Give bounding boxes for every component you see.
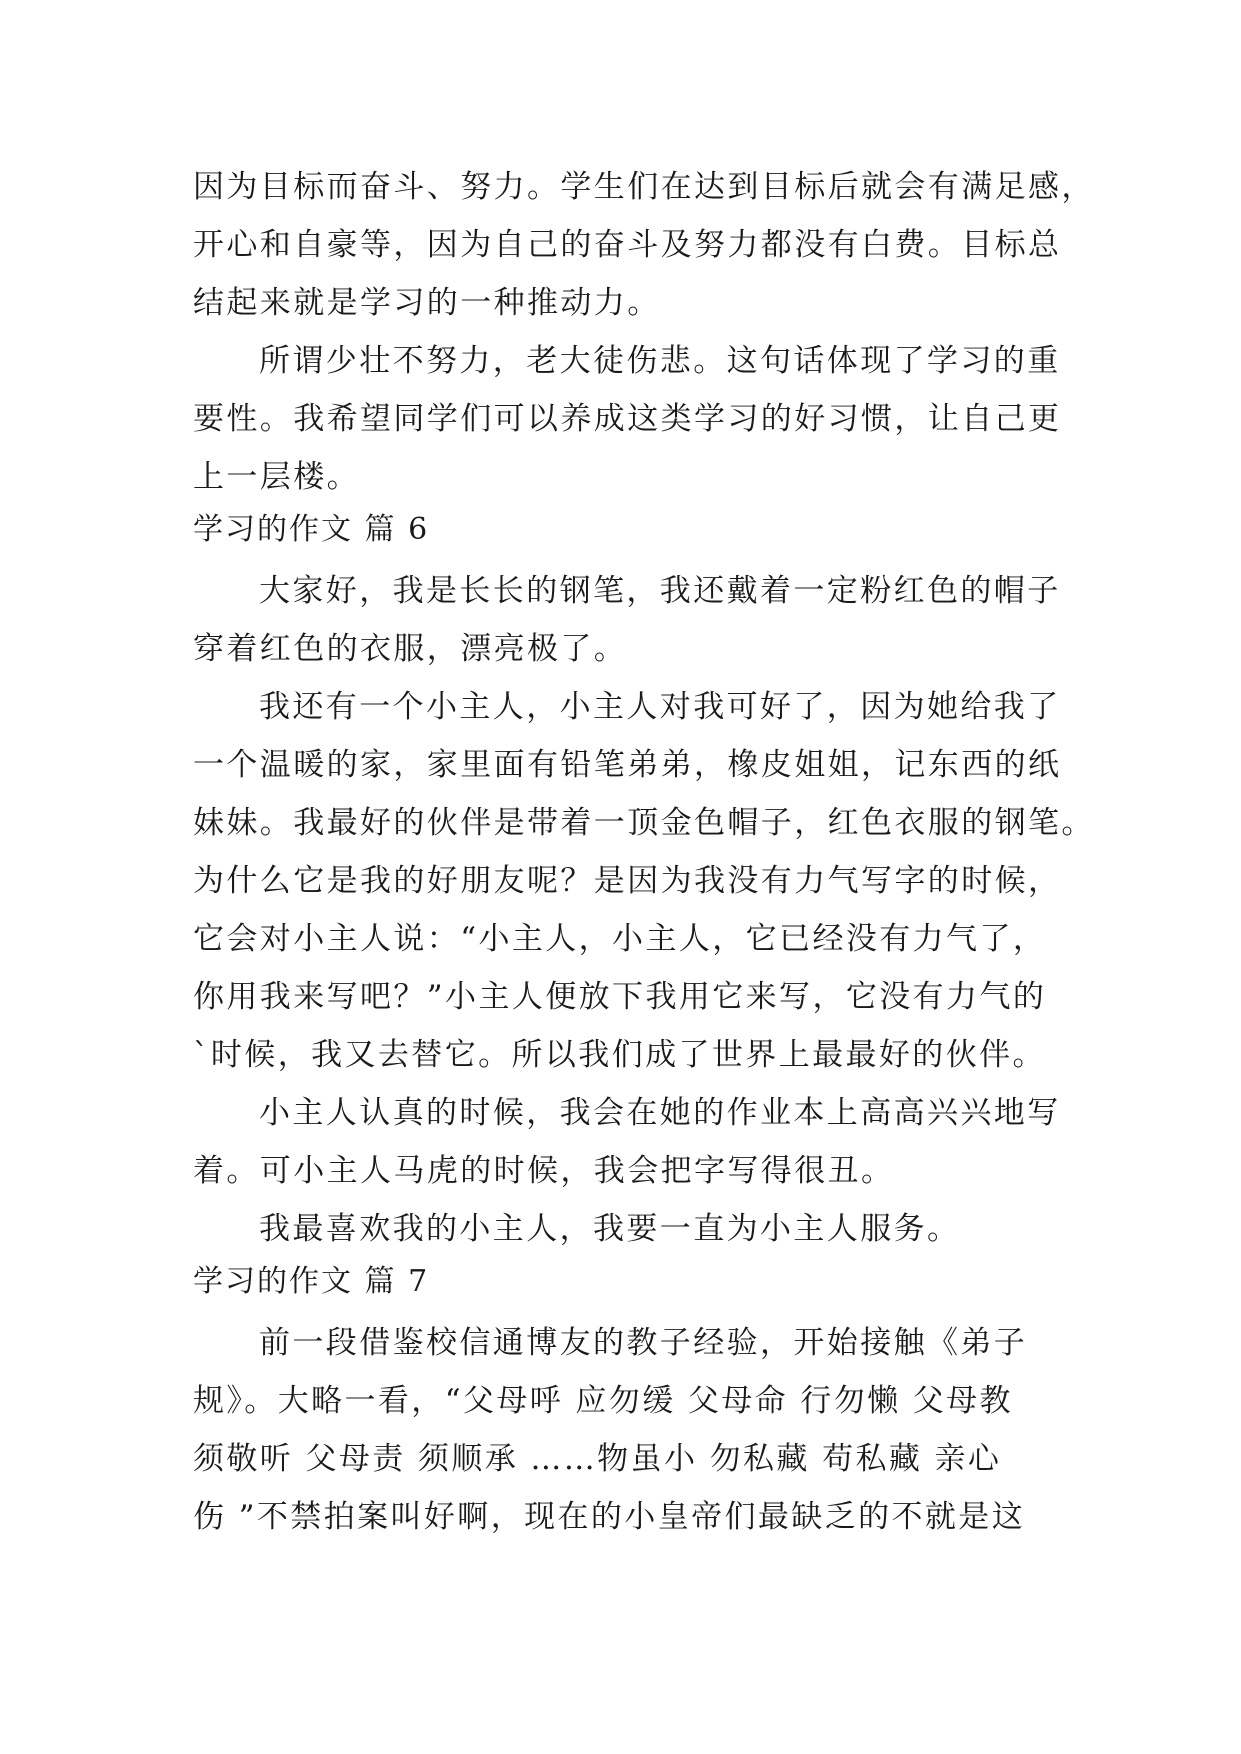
paragraph-line: 上一层楼。 [193,459,360,495]
paragraph-line: 穿着红色的衣服，漂亮极了。 [193,631,628,667]
paragraph-line: 须敬听 父母责 须顺承 ……物虽小 勿私藏 苟私藏 亲心 [193,1441,1002,1477]
paragraph-line: 你用我来写吧？”小主人便放下我用它来写，它没有力气的 [193,979,1047,1015]
paragraph-line: 为什么它是我的好朋友呢？是因为我没有力气写字的时候， [193,863,1062,899]
paragraph-line: 要性。我希望同学们可以养成这类学习的好习惯，让自己更 [193,401,1062,437]
paragraph-line: 大家好，我是长长的钢笔，我还戴着一定粉红色的帽子 [259,573,1061,609]
section-heading-7: 学习的作文 篇 7 [193,1264,430,1299]
paragraph-line: 因为目标而奋斗、努力。学生们在达到目标后就会有满足感， [193,169,1095,205]
section-heading-6: 学习的作文 篇 6 [193,512,430,547]
paragraph-line: 规》。大略一看，“父母呼 应勿缓 父母命 行勿懒 父母教 [193,1383,1013,1419]
paragraph-line: 我还有一个小主人，小主人对我可好了，因为她给我了 [259,689,1061,725]
paragraph-line: 妹妹。我最好的伙伴是带着一顶金色帽子，红色衣服的钢笔。 [193,805,1095,841]
paragraph-line: 它会对小主人说：“小主人，小主人，它已经没有力气了， [193,921,1047,957]
paragraph-line: 小主人认真的时候，我会在她的作业本上高高兴兴地写 [259,1095,1061,1131]
paragraph-line: 所谓少壮不努力，老大徒伤悲。这句话体现了学习的重 [259,343,1061,379]
paragraph-line: 前一段借鉴校信通博友的教子经验，开始接触《弟子 [259,1325,1028,1361]
paragraph-line: `时候，我又去替它。所以我们成了世界上最最好的伙伴。 [193,1037,1046,1073]
document-body [193,158,1095,1546]
paragraph-line: 结起来就是学习的一种推动力。 [193,285,661,321]
paragraph-line: 开心和自豪等，因为自己的奋斗及努力都没有白费。目标总 [193,227,1062,263]
paragraph-line: 我最喜欢我的小主人，我要一直为小主人服务。 [259,1211,961,1247]
paragraph-line: 伤 ”不禁拍案叫好啊，现在的小皇帝们最缺乏的不就是这 [193,1499,1026,1535]
paragraph-line: 着。可小主人马虎的时候，我会把字写得很丑。 [193,1153,895,1189]
paragraph-line: 一个温暖的家，家里面有铅笔弟弟，橡皮姐姐，记东西的纸 [193,747,1062,783]
